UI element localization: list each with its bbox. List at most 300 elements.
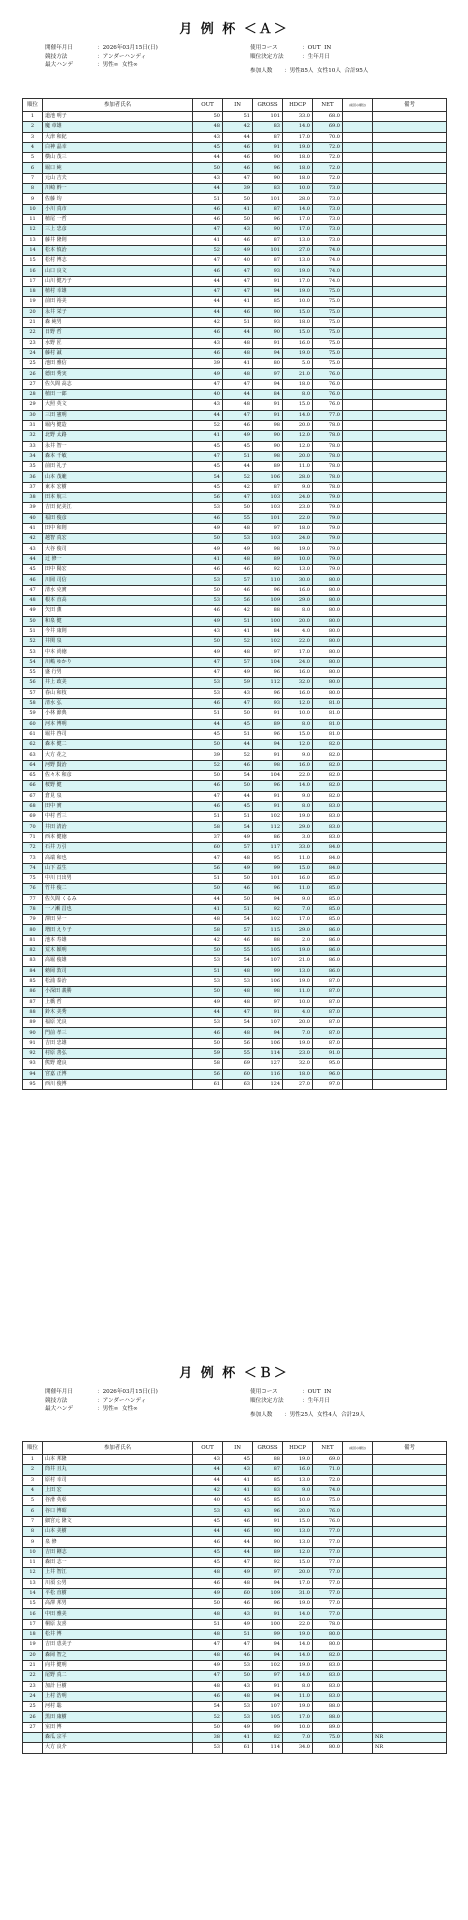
hdcp-cell: 20.0: [283, 1018, 313, 1028]
out-cell: 44: [193, 184, 223, 194]
prev-rank-cell: [343, 142, 373, 152]
name-cell: 村原 善弘: [43, 1049, 193, 1059]
name-cell: 大照 英文: [43, 400, 193, 410]
gross-cell: 90: [253, 307, 283, 317]
hdcp-cell: 9.0: [283, 750, 313, 760]
out-cell: 49: [193, 544, 223, 554]
in-cell: 48: [223, 966, 253, 976]
table-row: [23, 122, 447, 132]
out-cell: 50: [193, 585, 223, 595]
net-cell: 79.0: [313, 523, 343, 533]
name-cell: 根本 直高: [43, 595, 193, 605]
prev-rank-cell: [343, 987, 373, 997]
table-row: [23, 585, 447, 595]
remarks-cell: [373, 1059, 447, 1069]
hdcp-cell: 19.0: [283, 544, 313, 554]
rank-cell: 42: [23, 534, 43, 544]
prev-rank-cell: [343, 946, 373, 956]
net-cell: 78.0: [313, 451, 343, 461]
out-cell: 42: [193, 935, 223, 945]
remarks-cell: [373, 657, 447, 667]
in-cell: 44: [223, 1547, 253, 1557]
rank-cell: 74: [23, 863, 43, 873]
table-row: [23, 1568, 447, 1578]
gross-cell: 94: [253, 1578, 283, 1588]
name-cell: 上井 智江: [43, 1568, 193, 1578]
in-cell: 46: [223, 153, 253, 163]
gross-cell: 85: [253, 297, 283, 307]
remarks-cell: [373, 1722, 447, 1732]
table-row: [23, 328, 447, 338]
name-cell: 田中 陽宏: [43, 565, 193, 575]
gross-cell: 102: [253, 637, 283, 647]
hdcp-cell: 20.0: [283, 1568, 313, 1578]
rank-cell: 4: [23, 1485, 43, 1495]
remarks-cell: [373, 173, 447, 183]
table-row: [23, 462, 447, 472]
out-cell: 41: [193, 554, 223, 564]
hdcp-cell: 9.0: [283, 894, 313, 904]
header-cell: 備考: [373, 99, 447, 112]
in-cell: 54: [223, 822, 253, 832]
out-cell: 52: [193, 420, 223, 430]
remarks-cell: [373, 1640, 447, 1650]
prev-rank-cell: [343, 894, 373, 904]
remarks-cell: [373, 225, 447, 235]
out-cell: 47: [193, 451, 223, 461]
name-cell: 池本 寿雄: [43, 935, 193, 945]
in-cell: 51: [223, 1630, 253, 1640]
prev-rank-cell: [343, 1069, 373, 1079]
hdcp-cell: 17.0: [283, 1578, 313, 1588]
net-cell: 77.0: [313, 1578, 343, 1588]
hdcp-cell: 27.0: [283, 245, 313, 255]
name-cell: 山本 茂範: [43, 472, 193, 482]
gross-cell: 96: [253, 1599, 283, 1609]
table-row: [23, 853, 447, 863]
table-row: [23, 338, 447, 348]
in-cell: 46: [223, 884, 253, 894]
in-cell: 57: [223, 843, 253, 853]
meta-course-value: ：OUT IN: [302, 1389, 332, 1395]
out-cell: 50: [193, 771, 223, 781]
net-cell: 97.0: [313, 1079, 343, 1089]
net-cell: 83.0: [313, 832, 343, 842]
table-row: [23, 513, 447, 523]
out-cell: 45: [193, 1516, 223, 1526]
rank-cell: 22: [23, 1671, 43, 1681]
gross-cell: 96: [253, 668, 283, 678]
remarks-cell: [373, 966, 447, 976]
prev-rank-cell: [343, 1630, 373, 1640]
hdcp-cell: 11.0: [283, 462, 313, 472]
prev-rank-cell: [343, 153, 373, 163]
out-cell: 48: [193, 1650, 223, 1660]
hdcp-cell: 5.0: [283, 359, 313, 369]
prev-rank-cell: [343, 904, 373, 914]
table-row: [23, 400, 447, 410]
table-row: [23, 894, 447, 904]
prev-rank-cell: [343, 472, 373, 482]
rank-cell: 69: [23, 812, 43, 822]
in-cell: 46: [223, 420, 253, 430]
in-cell: 52: [223, 750, 253, 760]
table-row: [23, 956, 447, 966]
hdcp-cell: 23.0: [283, 503, 313, 513]
gross-cell: 101: [253, 513, 283, 523]
remarks-cell: [373, 1681, 447, 1691]
net-cell: 86.0: [313, 946, 343, 956]
out-cell: 58: [193, 822, 223, 832]
meta-rank: [250, 53, 368, 62]
name-cell: 堀内 健造: [43, 420, 193, 430]
prev-rank-cell: [343, 482, 373, 492]
in-cell: 53: [223, 1712, 253, 1722]
out-cell: 44: [193, 1475, 223, 1485]
net-cell: 75.0: [313, 348, 343, 358]
gross-cell: 84: [253, 626, 283, 636]
in-cell: 49: [223, 1619, 253, 1629]
name-cell: 谷滑 英彰: [43, 1496, 193, 1506]
remarks-cell: [373, 688, 447, 698]
table-row: [23, 1506, 447, 1516]
out-cell: 49: [193, 1660, 223, 1670]
net-cell: 78.0: [313, 482, 343, 492]
name-cell: 大津 和紀: [43, 132, 193, 142]
rank-cell: 12: [23, 225, 43, 235]
remarks-cell: [373, 1630, 447, 1640]
out-cell: 46: [193, 513, 223, 523]
name-cell: 前田 裕美: [43, 297, 193, 307]
out-cell: 51: [193, 1619, 223, 1629]
out-cell: 44: [193, 894, 223, 904]
hdcp-cell: 14.0: [283, 1650, 313, 1660]
remarks-cell: [373, 843, 447, 853]
hdcp-cell: 13.0: [283, 966, 313, 976]
net-cell: 80.0: [313, 1640, 343, 1650]
hdcp-cell: 15.0: [283, 328, 313, 338]
rank-cell: 50: [23, 616, 43, 626]
prev-rank-cell: [343, 925, 373, 935]
gross-cell: 109: [253, 595, 283, 605]
name-cell: 桐原 友喜: [43, 1619, 193, 1629]
name-cell: 松本 慎治: [43, 245, 193, 255]
hdcp-cell: 15.0: [283, 729, 313, 739]
prev-rank-cell: [343, 1485, 373, 1495]
hdcp-cell: 19.0: [283, 946, 313, 956]
remarks-cell: [373, 1527, 447, 1537]
prev-rank-cell: [343, 194, 373, 204]
table-row: [23, 1069, 447, 1079]
name-cell: 植尾 一哲: [43, 214, 193, 224]
gross-cell: 88: [253, 606, 283, 616]
hdcp-cell: 20.0: [283, 420, 313, 430]
name-cell: 大方 花之: [43, 750, 193, 760]
name-cell: 今井 康則: [43, 626, 193, 636]
remarks-cell: [373, 822, 447, 832]
prev-rank-cell: [343, 379, 373, 389]
net-cell: 83.0: [313, 801, 343, 811]
gross-cell: 107: [253, 1018, 283, 1028]
gross-cell: 96: [253, 214, 283, 224]
hdcp-cell: 19.0: [283, 1630, 313, 1640]
net-cell: 87.0: [313, 987, 343, 997]
out-cell: 46: [193, 1028, 223, 1038]
hdcp-cell: 18.0: [283, 523, 313, 533]
prev-rank-cell: [343, 1547, 373, 1557]
gross-cell: 87: [253, 482, 283, 492]
in-cell: 51: [223, 904, 253, 914]
gross-cell: 88: [253, 935, 283, 945]
remarks-cell: [373, 698, 447, 708]
in-cell: 43: [223, 1465, 253, 1475]
gross-cell: 99: [253, 863, 283, 873]
hdcp-cell: 14.0: [283, 1640, 313, 1650]
in-cell: 43: [223, 1506, 253, 1516]
net-cell: 78.0: [313, 472, 343, 482]
gross-cell: 96: [253, 163, 283, 173]
gross-cell: 90: [253, 431, 283, 441]
name-cell: 佐藤 均: [43, 194, 193, 204]
table-row: [23, 379, 447, 389]
name-cell: 桜野 健: [43, 781, 193, 791]
prev-rank-cell: [343, 359, 373, 369]
hdcp-cell: 11.0: [283, 987, 313, 997]
out-cell: 46: [193, 266, 223, 276]
rank-cell: 73: [23, 853, 43, 863]
in-cell: 48: [223, 348, 253, 358]
out-cell: 51: [193, 709, 223, 719]
prev-rank-cell: [343, 678, 373, 688]
net-cell: 72.0: [313, 173, 343, 183]
header-cell: HDCP: [283, 99, 313, 112]
meta-date-label: 開催年月日: [45, 1389, 73, 1395]
hdcp-cell: 2.0: [283, 935, 313, 945]
in-cell: 43: [223, 225, 253, 235]
rank-cell: 34: [23, 451, 43, 461]
gross-cell: 91: [253, 801, 283, 811]
table-row: [23, 626, 447, 636]
remarks-cell: [373, 441, 447, 451]
rank-cell: 43: [23, 544, 43, 554]
net-cell: 72.0: [313, 153, 343, 163]
prev-rank-cell: [343, 297, 373, 307]
net-cell: 84.0: [313, 863, 343, 873]
gross-cell: 91: [253, 791, 283, 801]
in-cell: 41: [223, 1485, 253, 1495]
table-row: [23, 760, 447, 770]
out-cell: 49: [193, 616, 223, 626]
out-cell: 46: [193, 204, 223, 214]
in-cell: 53: [223, 1702, 253, 1712]
prev-rank-cell: [343, 1496, 373, 1506]
rank-cell: 27: [23, 1722, 43, 1732]
rank-cell: 75: [23, 873, 43, 883]
rank-cell: 44: [23, 554, 43, 564]
table-row: [23, 132, 447, 142]
gross-cell: 101: [253, 245, 283, 255]
in-cell: 56: [223, 595, 253, 605]
remarks-cell: [373, 1557, 447, 1567]
gross-cell: 82: [253, 1733, 283, 1743]
in-cell: 54: [223, 956, 253, 966]
remarks-cell: [373, 904, 447, 914]
remarks-cell: [373, 1028, 447, 1038]
in-cell: 47: [223, 276, 253, 286]
net-cell: 83.0: [313, 1660, 343, 1670]
gross-cell: 94: [253, 287, 283, 297]
hdcp-cell: 18.0: [283, 153, 313, 163]
out-cell: 53: [193, 595, 223, 605]
net-cell: 72.0: [313, 142, 343, 152]
in-cell: 41: [223, 204, 253, 214]
rank-cell: 21: [23, 317, 43, 327]
table-row: [23, 256, 447, 266]
gross-cell: 106: [253, 976, 283, 986]
in-cell: 45: [223, 1496, 253, 1506]
in-cell: 46: [223, 1599, 253, 1609]
name-cell: 池田 雅信: [43, 359, 193, 369]
out-cell: 46: [193, 801, 223, 811]
header-cell: (前回の順位): [343, 1442, 373, 1455]
rank-cell: 38: [23, 492, 43, 502]
remarks-cell: [373, 1018, 447, 1028]
name-cell: 森岡 智之: [43, 1650, 193, 1660]
net-cell: 80.0: [313, 575, 343, 585]
hdcp-cell: 7.0: [283, 904, 313, 914]
name-cell: 山本 美樹: [43, 1527, 193, 1537]
gross-cell: 102: [253, 915, 283, 925]
name-cell: 上田 宏: [43, 1485, 193, 1495]
hdcp-cell: 16.0: [283, 668, 313, 678]
rank-cell: 3: [23, 132, 43, 142]
table-row: [23, 163, 447, 173]
name-cell: 小川 真市: [43, 204, 193, 214]
out-cell: 50: [193, 637, 223, 647]
net-cell: 71.0: [313, 1465, 343, 1475]
remarks-cell: [373, 1702, 447, 1712]
remarks-cell: [373, 122, 447, 132]
prev-rank-cell: [343, 843, 373, 853]
rank-cell: 84: [23, 966, 43, 976]
net-cell: 73.0: [313, 184, 343, 194]
table-row: [23, 266, 447, 276]
net-cell: 75.0: [313, 359, 343, 369]
prev-rank-cell: [343, 853, 373, 863]
prev-rank-cell: [343, 534, 373, 544]
out-cell: 47: [193, 657, 223, 667]
name-cell: 高澤 邦男: [43, 1599, 193, 1609]
gross-cell: 89: [253, 1547, 283, 1557]
hdcp-cell: 13.0: [283, 1475, 313, 1485]
out-cell: 43: [193, 338, 223, 348]
out-cell: 44: [193, 1465, 223, 1475]
hdcp-cell: 10.0: [283, 997, 313, 1007]
out-cell: 53: [193, 678, 223, 688]
net-cell: 87.0: [313, 997, 343, 1007]
prev-rank-cell: [343, 173, 373, 183]
remarks-cell: [373, 719, 447, 729]
table-row: [23, 503, 447, 513]
out-cell: 46: [193, 606, 223, 616]
rank-cell: 91: [23, 1038, 43, 1048]
table-row: [23, 1681, 447, 1691]
out-cell: 47: [193, 1640, 223, 1650]
net-cell: 77.0: [313, 1537, 343, 1547]
in-cell: 44: [223, 462, 253, 472]
net-cell: 75.0: [313, 1496, 343, 1506]
remarks-cell: [373, 1671, 447, 1681]
table-row: [23, 1485, 447, 1495]
hdcp-cell: 10.0: [283, 297, 313, 307]
name-cell: 中村 哲三: [43, 812, 193, 822]
rank-cell: 17: [23, 276, 43, 286]
name-cell: 上橋 哲: [43, 997, 193, 1007]
table-row: [23, 1702, 447, 1712]
rank-cell: 86: [23, 987, 43, 997]
net-cell: 82.0: [313, 750, 343, 760]
name-cell: 福田 俊彦: [43, 513, 193, 523]
name-cell: 井上 政美: [43, 678, 193, 688]
hdcp-cell: 28.0: [283, 194, 313, 204]
name-cell: 堀口 純: [43, 163, 193, 173]
in-cell: 49: [223, 245, 253, 255]
net-cell: 81.0: [313, 719, 343, 729]
net-cell: 83.0: [313, 822, 343, 832]
table-row: [23, 441, 447, 451]
meta-maxhdcp: [45, 61, 158, 70]
in-cell: 46: [223, 935, 253, 945]
remarks-cell: [373, 142, 447, 152]
gross-cell: 100: [253, 1619, 283, 1629]
prev-rank-cell: [343, 1537, 373, 1547]
net-cell: 77.0: [313, 1599, 343, 1609]
remarks-cell: [373, 1619, 447, 1629]
name-cell: 松浦 泰治: [43, 976, 193, 986]
net-cell: 77.0: [313, 1527, 343, 1537]
prev-rank-cell: [343, 1660, 373, 1670]
hdcp-cell: 17.0: [283, 915, 313, 925]
rank-cell: 27: [23, 379, 43, 389]
rank-cell: 15: [23, 1599, 43, 1609]
prev-rank-cell: [343, 1079, 373, 1089]
in-cell: 47: [223, 1640, 253, 1650]
prev-rank-cell: [343, 1465, 373, 1475]
prev-rank-cell: [343, 1702, 373, 1712]
remarks-cell: [373, 801, 447, 811]
name-cell: 藤村 誠: [43, 348, 193, 358]
remarks-cell: [373, 420, 447, 430]
name-cell: 高端 和也: [43, 853, 193, 863]
name-cell: 德田 秀実: [43, 369, 193, 379]
rank-cell: 32: [23, 431, 43, 441]
prev-rank-cell: [343, 225, 373, 235]
table-row: [23, 431, 447, 441]
gross-cell: 90: [253, 173, 283, 183]
name-cell: 佐久間 高志: [43, 379, 193, 389]
out-cell: 47: [193, 379, 223, 389]
rank-cell: 60: [23, 719, 43, 729]
out-cell: 50: [193, 1599, 223, 1609]
rank-cell: 72: [23, 843, 43, 853]
prev-rank-cell: [343, 657, 373, 667]
net-cell: 86.0: [313, 935, 343, 945]
out-cell: 47: [193, 225, 223, 235]
in-cell: 49: [223, 1722, 253, 1732]
in-cell: 50: [223, 709, 253, 719]
remarks-cell: [373, 1506, 447, 1516]
net-cell: 77.0: [313, 1568, 343, 1578]
